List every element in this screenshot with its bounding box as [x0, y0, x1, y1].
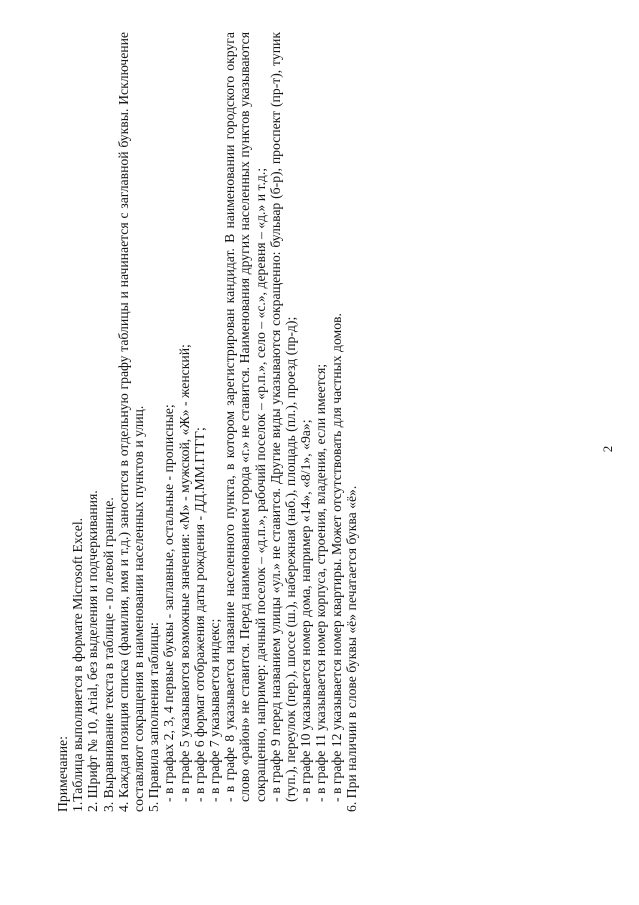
note-item-4: 4. Каждая позиция списка (фамилия, имя и т.д.) заносится в отдельную графу таблицы и начинается с заглавной буквы. Исключение составляют сокращения в наименовании населенных пунктов и улиц.: [115, 32, 147, 812]
rule-item: - в графе 6 формат отображения даты рождения - ДД.ММ.ГГГГ;: [191, 427, 207, 802]
rule-item: - в графе 8 указывается название населенного пункта, в котором зарегистрирован кандидат. В наименовании городского округа слово «район» не ставится. Перед наименованием города «г.» не ставится. Наименования других населенных пунктов указываются сокращенно, например: дачный поселок – «д.п.», рабочий поселок – «р.п.», село – «с.», деревня – «д.» и т.д.;: [222, 32, 268, 802]
note-item-2: 2. Шрифт № 10, Arial, без выделения и подчеркивания.: [85, 490, 101, 812]
rule-item: - в графах 2, 3, 4 первые буквы - заглавные, остальные - прописные;: [161, 404, 177, 802]
rule-item: - в графе 7 указывается индекс;: [207, 618, 223, 802]
note-block: [55, 32, 359, 812]
rule-item: - в графе 5 указываются возможные значения: «М» - мужской, «Ж» - женский;: [176, 344, 192, 802]
note-item-3: 3. Выравнивание текста в таблице - по левой границе.: [100, 497, 116, 812]
note-heading: Примечание:: [55, 736, 70, 812]
page-number: 2: [600, 445, 615, 453]
rule-item: - в графе 10 указывается номер дома, например «14», «8/1», «9а»;: [298, 419, 314, 802]
rule-item: - в графе 12 указывается номер квартиры. Может отсутствовать для частных домов.: [328, 313, 344, 802]
rule-item: - в графе 11 указывается номер корпуса, строения, владения, если имеется;: [313, 363, 329, 802]
note-item-1: 1.Таблица выполняется в формате Microsoft Excel.: [70, 517, 86, 812]
note-item-6: 6. При наличии в слове буквы «ё» печатается буква «ё».: [343, 485, 359, 812]
note-item-5: 5. Правила заполнения таблицы:: [146, 622, 162, 812]
rule-item: - в графе 9 перед названием улицы «ул.» не ставится. Другие виды указываются сокращенно: бульвар (б-р), проспект (пр-т), тупик (туп.), переулок (пер.), шоссе (ш.), набережная (наб.), площадь (пл.), проезд (пр-д);: [267, 32, 299, 802]
